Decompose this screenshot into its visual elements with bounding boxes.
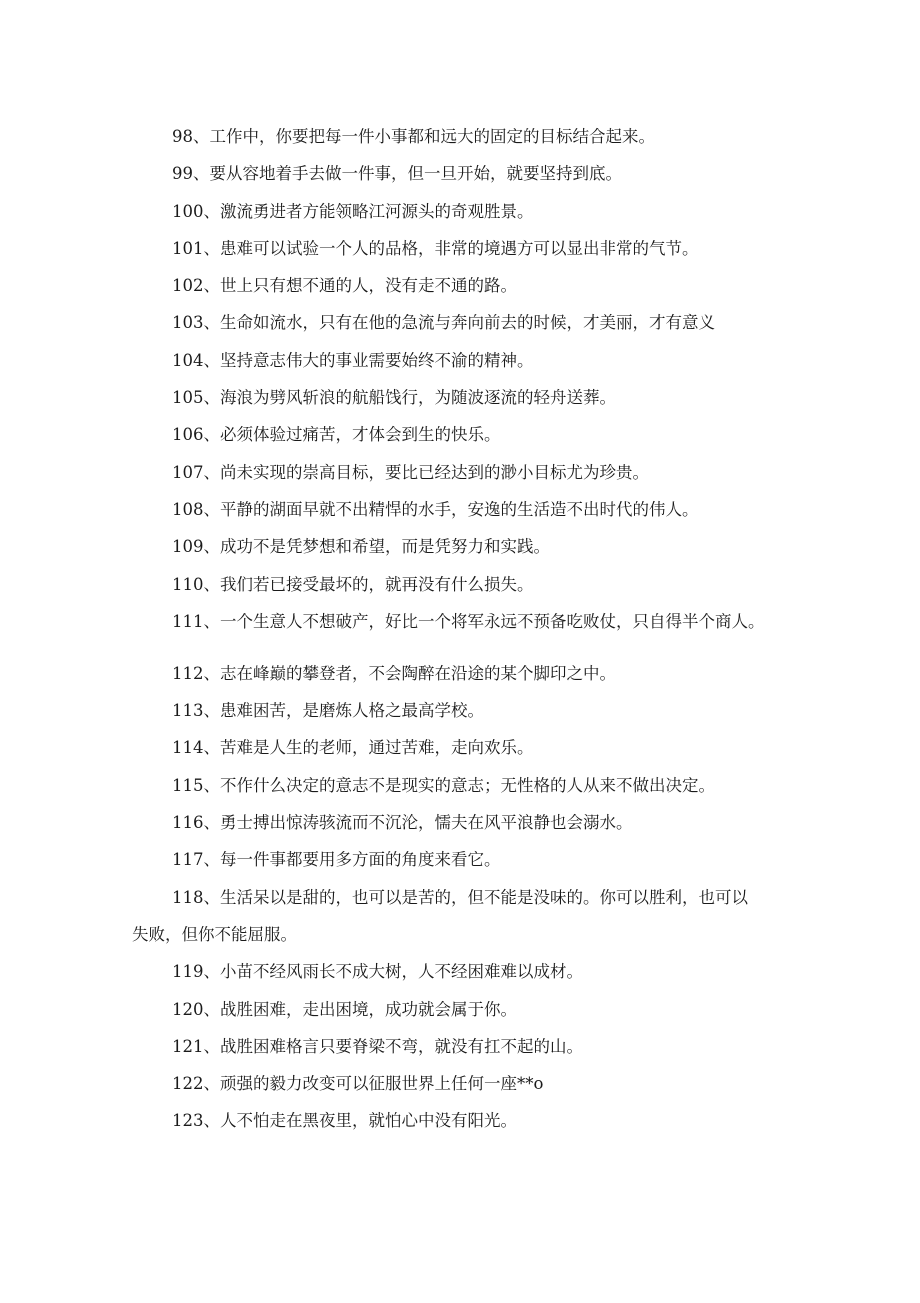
quote-99: 99、要从容地着手去做一件事，但一旦开始，就要坚持到底。: [172, 164, 622, 184]
quote-100: 100、激流勇进者方能领略江河源头的奇观胜景。: [172, 201, 534, 221]
quote-107: 107、尚未实现的崇高目标，要比已经达到的渺小目标尤为珍贵。: [172, 462, 649, 482]
quote-108: 108、平静的湖面早就不出精悍的水手，安逸的生活造不出时代的伟人。: [172, 499, 699, 519]
quote-116: 116、勇士搏出惊涛骇流而不沉沦，懦夫在风平浪静也会溺水。: [172, 813, 633, 833]
quote-120: 120、战胜困难，走出困境，成功就会属于你。: [172, 999, 517, 1019]
quote-114: 114、苦难是人生的老师，通过苦难，走向欢乐。: [172, 738, 534, 758]
quote-113: 113、患难困苦，是磨炼人格之最高学校。: [172, 701, 484, 721]
quote-109: 109、成功不是凭梦想和希望，而是凭努力和实践。: [172, 537, 550, 557]
quote-110: 110、我们若已接受最坏的，就再没有什么损失。: [172, 574, 534, 594]
quote-112: 112、志在峰巅的攀登者，不会陶醉在沿途的某个脚印之中。: [172, 663, 616, 683]
quote-117: 117、每一件事都要用多方面的角度来看它。: [172, 850, 501, 870]
quote-122: 122、顽强的毅力改变可以征服世界上任何一座**o: [172, 1074, 544, 1094]
quote-115: 115、不作什么决定的意志不是现实的意志；无性格的人从来不做出决定。: [172, 775, 715, 795]
quote-111: 111、一个生意人不想破产，好比一个将军永远不预备吃败仗，只自得半个商人。: [172, 611, 765, 631]
quote-104: 104、坚持意志伟大的事业需要始终不渝的精神。: [172, 350, 534, 370]
quote-list: [0, 118, 920, 1140]
quote-106: 106、必须体验过痛苦，才体会到生的快乐。: [172, 425, 501, 445]
quote-118: 118、生活呆以是甜的，也可以是苦的，但不能是没味的。你可以胜利，也可以: [172, 887, 748, 907]
quote-101: 101、患难可以试验一个人的品格，非常的境遇方可以显出非常的气节。: [172, 238, 699, 258]
quote-105: 105、海浪为劈风斩浪的航船饯行，为随波逐流的轻舟送葬。: [172, 388, 616, 408]
quote-118-continuation: 失败，但你不能屈服。: [132, 924, 297, 944]
quote-123: 123、人不怕走在黑夜里，就怕心中没有阳光。: [172, 1111, 517, 1131]
quote-98: 98、工作中，你要把每一件小事都和远大的固定的目标结合起来。: [172, 127, 655, 146]
quote-119: 119、小苗不经风雨长不成大树，人不经困难难以成材。: [172, 962, 583, 982]
quote-102: 102、世上只有想不通的人，没有走不通的路。: [172, 276, 517, 296]
quote-121: 121、战胜困难格言只要脊梁不弯，就没有扛不起的山。: [172, 1036, 583, 1056]
quote-103: 103、生命如流水，只有在他的急流与奔向前去的时候，才美丽，才有意义: [172, 313, 715, 333]
